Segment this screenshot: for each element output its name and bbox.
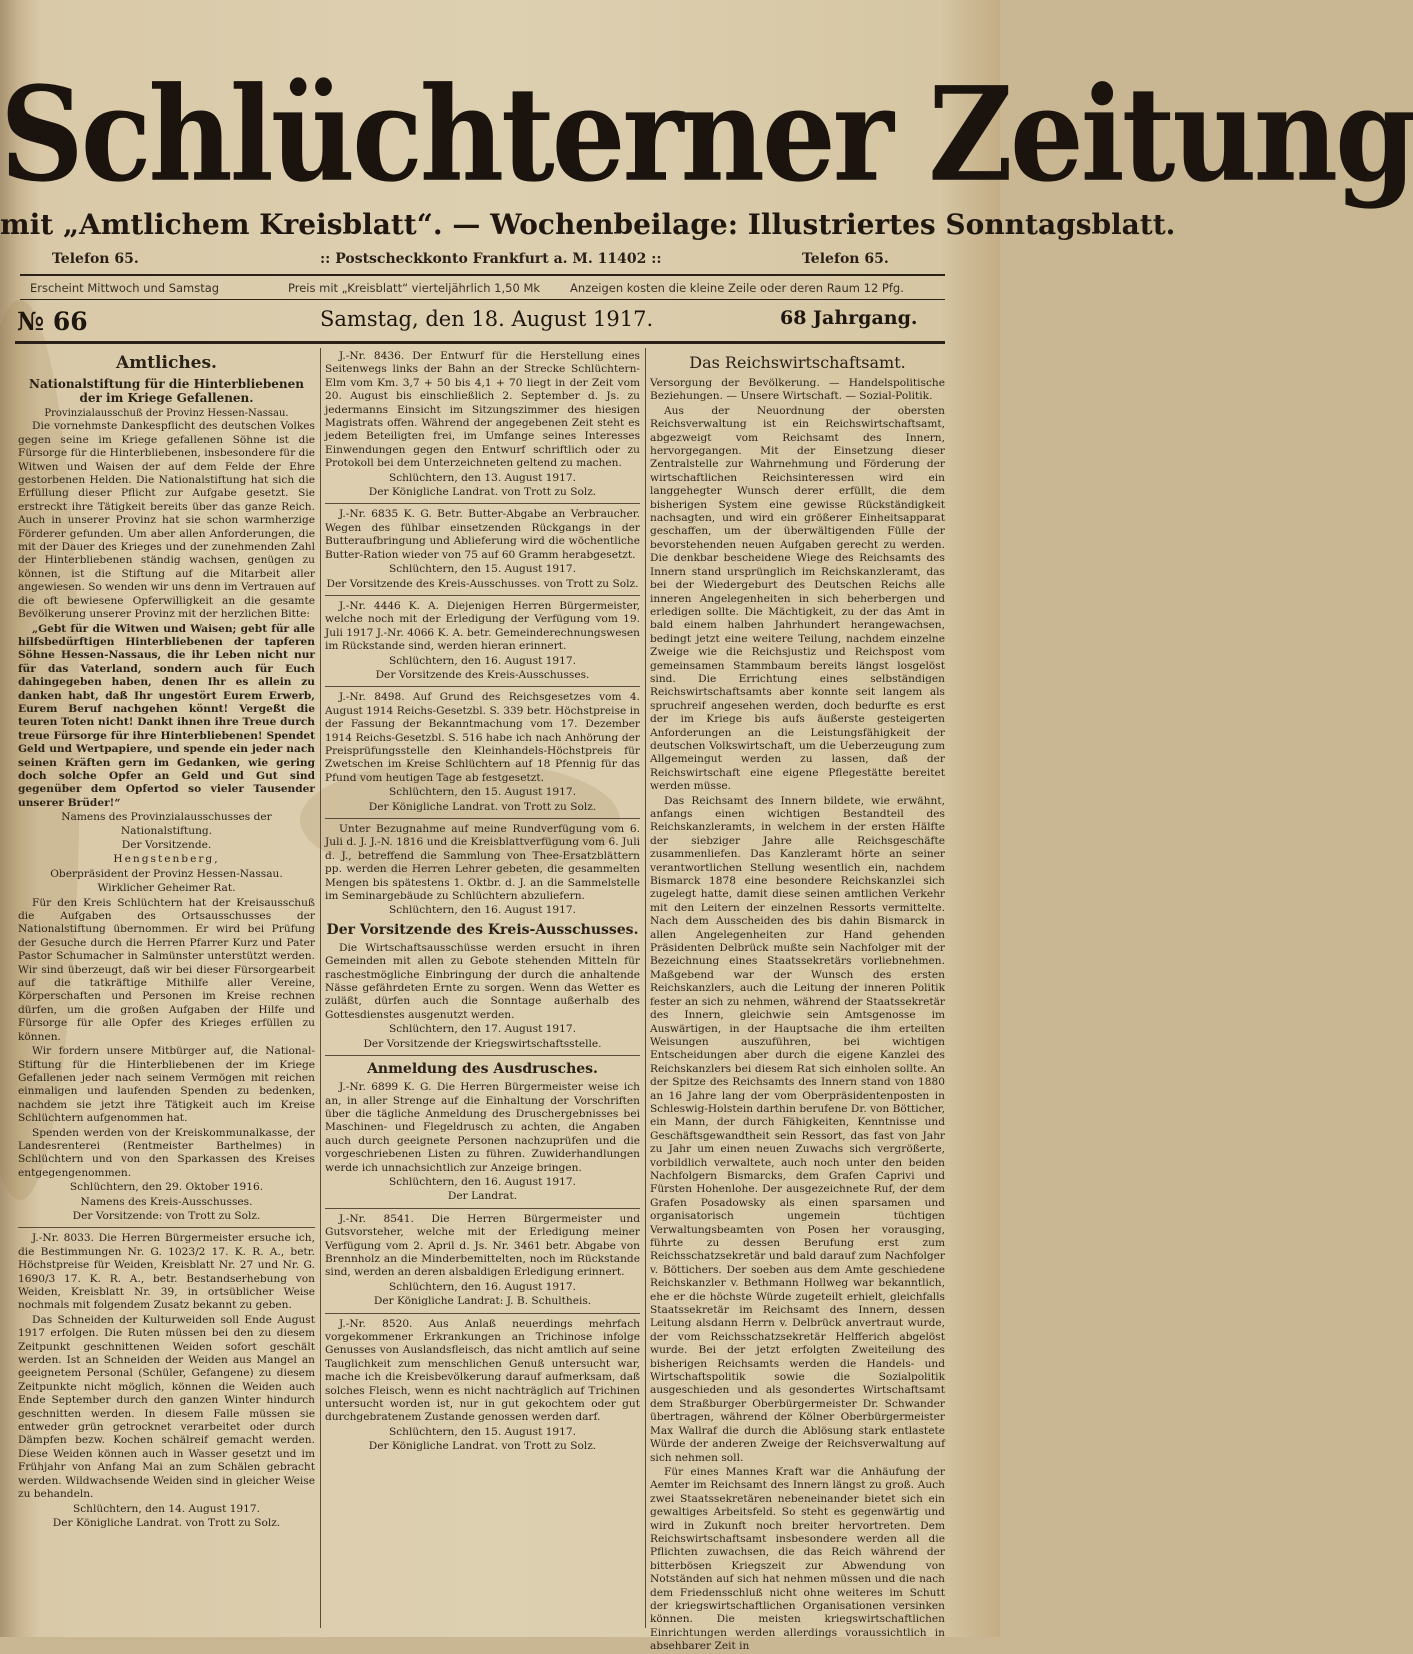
- signature-line: Wirklicher Geheimer Rat.: [97, 882, 236, 895]
- dateline: Schlüchtern, den 16. August 1917.: [388, 1280, 577, 1293]
- notice-paragraph: J.-Nr. 8520. Aus Anlaß neuerdings mehrfach vorgekommener Erkrankungen an Trichinose infolge Genusses von Auslandsfleisch, das nicht amtlich auf seine Tauglichkeit zum menschlichen Genuß untersucht war, mache ich die Kreisbevölkerung darauf aufmerksam, daß solches Fleisch, wenn es nicht nachträglich auf Trichinen untersucht worden ist, nur in gut gekochtem oder gut durchgebratenem Zustande genossen werden darf.: [325, 1313, 640, 1425]
- dateline: Schlüchtern, den 14. August 1917.: [72, 1502, 261, 1515]
- column-divider: [320, 348, 321, 1628]
- dateline: Schlüchtern, den 16. August 1917.: [388, 1175, 577, 1188]
- signature-line: Der Königliche Landrat: J. B. Schultheis.: [373, 1295, 592, 1308]
- postscheck-account: :: Postscheckkonto Frankfurt a. M. 11402 ::: [320, 251, 662, 267]
- dateline: Schlüchtern, den 15. August 1917.: [388, 786, 577, 799]
- masthead-subtitle: mit „Amtlichem Kreisblatt“. — Wochenbeilage: Illustriertes Sonntagsblatt.: [0, 208, 1176, 241]
- column-reichswirtschaftsamt: [650, 350, 945, 1653]
- notice-heading: Der Vorsitzende des Kreis-Ausschusses.: [326, 921, 639, 938]
- dateline: Schlüchtern, den 29. Oktober 1916.: [69, 1181, 264, 1194]
- info-erscheint: Erscheint Mittwoch und Samstag: [30, 281, 220, 295]
- header-rule: [20, 274, 945, 276]
- signature-line: Der Vorsitzende: von Trott zu Solz.: [72, 1209, 261, 1222]
- notice-paragraph: J.-Nr. 8541. Die Herren Bürgermeister und Gutsvorsteher, welche mit der Erledigung meiner Verfügung vom 2. April d. Js. Nr. 3461 betr. Abgabe von Brennholz an die Minderbemittelten, noch im Rückstande sind, werden an deren alsbaldigen Erledigung erinnert.: [325, 1208, 640, 1280]
- issue-number: № 66: [17, 307, 88, 336]
- notice-paragraph: J.-Nr. 8436. Der Entwurf für die Herstellung eines Seitenwegs links der Bahn an der Strecke Schlüchtern-Elm vom Km. 3,7 + 50 bis 4,1 + 70 liegt in der Zeit vom 20. August bis einschließlich 2. September d. Js. zu jedermanns Einsicht im Sitzungszimmer des hiesigen Magistrats offen. Während der angegebenen Zeit steht es jedem Beteiligten frei, im Umfange seines Interesses Einwendungen gegen den Entwurf schriftlich oder zu Protokoll bei dem Unterzeichneten geltend zu machen.: [325, 350, 640, 470]
- dateline: Schlüchtern, den 17. August 1917.: [388, 1023, 577, 1036]
- info-preis: Preis mit „Kreisblatt“ vierteljährlich 1,50 Mk: [288, 281, 541, 295]
- article-paragraph: Spenden werden von der Kreiskommunalkasse, der Landesrenterei (Rentmeister Barthelmes) in Schlüchtern und von den Sparkassen des Kreises entgegengenommen.: [18, 1126, 315, 1179]
- signature-line: Der Königliche Landrat. von Trott zu Solz.: [368, 800, 597, 813]
- date-rule: [15, 341, 945, 344]
- dateline: Schlüchtern, den 13. August 1917.: [388, 471, 577, 484]
- column-divider: [645, 348, 646, 1628]
- column-amtliches: [18, 350, 315, 1635]
- signature-line: Der Landrat.: [447, 1190, 518, 1203]
- notice-paragraph: J.-Nr. 8033. Die Herren Bürgermeister ersuche ich, die Bestimmungen Nr. G. 1023/2 17. K. R. A., betr. Höchstpreise für Weiden, Kreisblatt Nr. 27 und Nr. G. 1690/3 17. K. R. A., betr. Bestandserhebung von Weiden, Kreisblatt Nr. 39, in ortsüblicher Weise nochmals mit folgendem Zusatz bekannt zu geben.: [18, 1227, 315, 1312]
- article-paragraph: Für den Kreis Schlüchtern hat der Kreisausschuß die Aufgaben des Ortsausschusses der Nationalstiftung übernommen. Er wird bei Prüfung der Gesuche durch die Herren Pfarrer Kurz und Pater Pastor Schumacher in Salmünster unterstützt werden. Wir sind überzeugt, daß wir bei dieser Fürsorgearbeit auf die tatkräftige Mithilfe aller Vereine, Körperschaften und Personen im Kreise rechnen dürfen, um die großen Aufgaben der Hilfe und Fürsorge für alle Opfer des Krieges erfüllen zu können.: [18, 896, 315, 1043]
- signature-line: Der Vorsitzende.: [121, 839, 212, 851]
- info-row: [30, 281, 940, 299]
- section-heading: Amtliches.: [116, 353, 217, 373]
- column-notices: [325, 350, 640, 1635]
- article-subheading: Nationalstiftung für die Hinterbliebenen der im Kriege Gefallenen.: [28, 377, 304, 405]
- dateline: Schlüchtern, den 15. August 1917.: [388, 1425, 577, 1438]
- telefon-left: Telefon 65.: [52, 251, 139, 267]
- notice-paragraph: J.-Nr. 8498. Auf Grund des Reichsgesetzes vom 4. August 1914 Reichs-Gesetzbl. S. 339 betr. Höchstpreise in der Fassung der Bekanntmachung vom 17. Dezember 1914 Reichs-Gesetzbl. S. 516 habe ich nach Anhörung der Preisprüfungsstelle den Kleinhandels-Höchstpreis für Zwetschen im Kreise Schlüchtern auf 18 Pfennig für das Pfund vom heutigen Tage ab festgesetzt.: [325, 686, 640, 785]
- signature-line: Namens des Provinzialausschusses der Nationalstiftung.: [61, 811, 272, 837]
- signature-line: Der Vorsitzende des Kreis-Ausschusses.: [375, 668, 590, 681]
- signature-line: Der Königliche Landrat. von Trott zu Solz.: [52, 1516, 281, 1529]
- date-row: [15, 305, 945, 341]
- telephone-row: [50, 251, 910, 273]
- article-intro: Versorgung der Bevölkerung. — Handelspolitische Beziehungen. — Unsere Wirtschaft. — Sozial-Politik.: [650, 377, 945, 403]
- article-paragraph: Die vornehmste Dankespflicht des deutschen Volkes gegen seine im Kriege gefallenen Söhne ist die Fürsorge für die Hinterbliebenen, insbesondere für die Witwen und Waisen der auf dem Felde der Ehre gestorbenen Helden. Die Nationalstiftung hat sich die Erfüllung dieser Pflicht zur Aufgabe gesetzt. Sie erstreckt ihre Tätigkeit bereits über das ganze Reich. Auch in unserer Provinz hat sie schon warmherzige Förderer gefunden. Um aber allen Anforderungen, die mit der Dauer des Krieges und der zunehmenden Zahl der Hinterbliebenen ständig wachsen, genügen zu können, ist die Stiftung auf die Mitarbeit aller angewiesen. So wenden wir uns denn im Vertrauen auf die oft bewiesene Opferwilligkeit an die gesamte Bevölkerung unserer Provinz mit der herzlichen Bitte:: [18, 420, 315, 621]
- article-paragraph: Das Reichsamt des Innern bildete, wie erwähnt, anfangs einen wichtigen Bestandteil des Reichskanzleramts, in welchem in der ersten Hälfte der siebziger Jahre alle Reichsgeschäfte zusammenliefen. Das Kanzleramt hörte an seiner verantwortlichen Stellung wesentlich ein, nachdem Bismarck 1878 eine besondere Reichskanzlei sich zugelegt hatte, damit diese seinen amtlichen Verkehr mit den Leitern der einzelnen Ressorts vermittelte. Nach dem Ausscheiden des bis dahin Bismarck in allen Angelegenheiten zur Hand gehenden Präsidenten Delbrück mußte sein Nachfolger mit der Bezeichnung eines Staatssekretärs vorliebnehmen. Maßgebend war der Wunsch des ersten Reichskanzlers, auch die Leitung der inneren Politik fester an sich zu nehmen, während der Staatssekretär des Innern, gleichwie sein Amtsgenosse im Auswärtigen, in der Hauptsache die ihm erteilten Weisungen auszuführen, bei wichtigen Entscheidungen aber durch die eigene Kanzlei des Reichskanzlers bei diesem Rat sich einholen sollte. An der Spitze des Reichsamts des Innern stand von 1880 an 16 Jahre lang der vom Oberpräsidentenposten in Schleswig-Holstein darthin berufene Dr. von Bötticher, ein Mann, der durch Fähigkeiten, Kenntnisse und Geschäftsgewandtheit sein Ressort, das fast von Jahr zu Jahr um einen neuen Zuwachs sich vergrößerte, vorbildlich verwaltete, auch noch unter den beiden Nachfolgern Bismarcks, dem Grafen Caprivi und Fürsten Hohenlohe. Der ausgezeichnete Ruf, der dem Grafen Posadowsky als einen sparsamen und organisatorisch ungemein tüchtigen Verwaltungsbeamten von Posen her vorausging, führte zu dessen Berufung erst zum Reichsschatzsekretär und bald darauf zum Nachfolger v. Böttichers. Der soeben aus dem Amte geschiedene Reichskanzler v. Bethmann Hollweg war bekanntlich, ehe er die höchste Würde zugeteilt erhielt, gleichfalls Staatssekretär im Reichsamt des Innern, dessen Leitung alsdann Herrn v. Delbrück anvertraut wurde, der vom Reichsschatzsekretär Helfferich abgelöst wurde. Bei der jetzt erfolgten Zweiteilung des bisherigen Reichsamts werden die Handels- und Wirtschaftspolitik sowie die Sozialpolitik ausgeschieden und als gesondertes Wirtschaftsamt dem Straßburger Oberbürgermeister Dr. Schwander übertragen, während der Kölner Oberbürgermeister Max Wallraf die durch die Ablösung stark entlastete Würde der anderen Zweige der Reichsverwaltung auf sich nehmen soll.: [650, 794, 945, 1464]
- info-rule: [20, 299, 945, 300]
- signature-line: Namens des Kreis-Ausschusses.: [80, 1195, 253, 1208]
- notice-paragraph: J.-Nr. 6899 K. G. Die Herren Bürgermeister weise ich an, in aller Strenge auf die Einhaltung der Vorschriften über die tägliche Anmeldung des Druschergebnisses bei Maschinen- und Flegeldrusch zu achten, die Angaben auch durch geeignete Personen nachzuprüfen und die vorgeschriebenen Listen zu führen. Zuwiderhandlungen werde ich unnachsichtlich zur Anzeige bringen.: [325, 1081, 640, 1174]
- volume-year: 68 Jahrgang.: [780, 307, 918, 329]
- article-paragraph: Das Schneiden der Kulturweiden soll Ende August 1917 erfolgen. Die Ruten müssen bei den zu diesem Zeitpunkt geschnittenen Weiden sofort geschält werden. Ist an Schneiden der Weiden aus Mangel an geeignetem Personal (Schüler, Gefangene) zu diesem Zeitpunkte nicht möglich, können die Weiden auch Ende September durch den ganzen Winter hindurch geschnitten werden. In diesem Falle müssen sie entweder grün getrocknet verarbeitet oder durch Dämpfen bezw. Kochen schälreif gemacht werden. Diese Weiden können auch in Wasser gesetzt und im Frühjahr von Anfang Mai an zum Schälen gebracht werden. Wildwachsende Weiden sind in gleicher Weise zu behandeln.: [18, 1313, 315, 1501]
- dateline: Schlüchtern, den 16. August 1917.: [388, 904, 577, 917]
- signature-line: Der Königliche Landrat. von Trott zu Solz.: [368, 486, 597, 499]
- masthead-title: Schlüchterner Zeitung: [0, 58, 1413, 212]
- signature-line: Der Vorsitzende der Kriegswirtschaftsstelle.: [363, 1037, 602, 1050]
- issue-date: Samstag, den 18. August 1917.: [320, 307, 654, 331]
- notice-paragraph: J.-Nr. 6835 K. G. Betr. Butter-Abgabe an Verbraucher. Wegen des fühlbar einsetzenden Rückgangs in der Butteraufbringung und Ablieferung wird die wöchentliche Butter-Ration wieder von 75 auf 60 Gramm herabgesetzt.: [325, 503, 640, 562]
- signature-name: Hengstenberg,: [113, 853, 220, 866]
- article-paragraph: Aus der Neuordnung der obersten Reichsverwaltung ist ein Reichswirtschaftsamt, abgezweigt vom Reichsamt des Innern, hervorgegangen. Mit der Einsetzung dieser Zentralstelle zur Wahrnehmung und Förderung der wirtschaftlichen Reichsinteressen wird ein langgehegter Wunsch derer erfüllt, die dem bisherigen System eine gewisse Rückständigkeit nachsagten, und wird ein größerer Einheitsapparat geschaffen, um der überwältigenden Fülle der bevorstehenden neuen Aufgaben gerecht zu werden. Die denkbar bescheidene Wiege des Reichsamts des Innern stand ursprünglich im Reichskanzleramt, das bei der Wiedergeburt des Deutschen Reichs alle inneren Angelegenheiten in sich beherbergen und erledigen sollte. Die Mächtigkeit, zu der das Amt in bald einem halben Jahrhundert herangewachsen, bedingt jetzt eine weitere Teilung, nachdem einzelne Zweige wie die Reichsjustiz und Reichspost vom gemeinsamen Stammbaum bereits längst losgelöst sind. Die Errichtung eines selbständigen Reichswirtschaftsamts aber konnte seit langem als spruchreif angesehen werden, doch bedurfte es erst der im Kriege bis aufs äußerste gesteigerten Anforderungen an die Leistungsfähigkeit der deutschen Volkswirtschaft, um die Ueberzeugung zum Allgemeingut werden zu lassen, daß der Reichswirtschaft eine eigene Pflegestätte bereitet werden müsse.: [650, 404, 945, 793]
- notice-paragraph: J.-Nr. 4446 K. A. Diejenigen Herren Bürgermeister, welche noch mit der Erledigung der Verfügung vom 19. Juli 1917 J.-Nr. 4066 K. A. betr. Gemeinderechnungswesen im Rückstande sind, werden hieran erinnert.: [325, 595, 640, 654]
- dateline: Schlüchtern, den 16. August 1917.: [388, 654, 577, 667]
- dateline: Schlüchtern, den 15. August 1917.: [388, 563, 577, 576]
- article-heading: Das Reichswirtschaftsamt.: [689, 353, 906, 372]
- article-paragraph: Für eines Mannes Kraft war die Anhäufung der Aemter im Reichsamt des Innern längst zu groß. Auch zwei Staatssekretären nebeneinander bietet sich ein gewaltiges Arbeitsfeld. So steht es gegenwärtig und wird in Zukunft noch breiter hervortreten. Dem Reichswirtschaftsamt insbesondere werden all die Pflichten zuwachsen, die das Reich während der bitterbösen Kriegszeit zur Abwendung von Notständen auf sich hat nehmen müssen und die nach dem Friedensschluß nicht ohne weiteres im Schutt der kriegswirtschaftlichen Organisationen versinken können. Die meisten kriegswirtschaftlichen Einrichtungen werden allerdings voraussichtlich in absehbarer Zeit in: [650, 1465, 945, 1653]
- signature-line: Der Königliche Landrat. von Trott zu Solz.: [368, 1440, 597, 1453]
- info-anzeigen: Anzeigen kosten die kleine Zeile oder deren Raum 12 Pfg.: [570, 281, 904, 295]
- telefon-right: Telefon 65.: [802, 251, 889, 267]
- notice-paragraph: Die Wirtschaftsausschüsse werden ersucht in ihren Gemeinden mit allen zu Gebote stehenden Mitteln für raschestmögliche Einbringung der durch die anhaltende Nässe gefährdeten Ernte zu sorgen. Wenn das Wetter es zuläßt, dürfen auch die Sonntage außerhalb des Gottesdienstes ausgenutzt werden.: [325, 941, 640, 1021]
- appeal-paragraph: „Gebt für die Witwen und Waisen; gebt für alle hilfsbedürftigen Hinterbliebenen der tapferen Söhne Hessen-Nassaus, die ihr Leben nicht nur für das Vaterland, sondern auch für Euch dahingegeben haben, denen Ihr es allein zu danken habt, daß Ihr ungestört Eurem Erwerb, Eurem Beruf nachgehen könnt! Vergeßt die teuren Toten nicht! Dankt ihnen ihre Treue durch treue Fürsorge für ihre Hinterbliebenen! Spendet Geld und Wertpapiere, und spende ein jeder nach seinen Kräften gern im Gedanken, wie gering doch solche Opfer an Geld und Gut sind gegenüber dem Opfertod so vieler Tausender unserer Brüder!“: [18, 622, 315, 809]
- signature-line: Der Vorsitzende des Kreis-Ausschusses. von Trott zu Solz.: [326, 577, 639, 590]
- committee-line: Provinzialausschuß der Provinz Hessen-Nassau.: [44, 408, 289, 419]
- signature-line: Oberpräsident der Provinz Hessen-Nassau.: [50, 867, 283, 880]
- notice-paragraph: Unter Bezugnahme auf meine Rundverfügung vom 6. Juli d. J. J.-N. 1816 und die Kreisblattverfügung vom 6. Juli d. J., betreffend die Sammlung von Thee-Ersatzblättern pp. werden die Herren Lehrer gebeten, die gesammelten Mengen bis spätestens 1. Oktbr. d. J. an die Sammelstelle im Seminargebäude zu Schlüchtern abzuliefern.: [325, 818, 640, 903]
- article-paragraph: Wir fordern unsere Mitbürger auf, die National-Stiftung für die Hinterbliebenen der im Kriege Gefallenen jeder nach seinem Vermögen mit reichen einmaligen und laufenden Spenden zu bedenken, nachdem sie jetzt ihre Tätigkeit auch im Kreise Schlüchtern aufgenommen hat.: [18, 1045, 315, 1125]
- notice-heading: Anmeldung des Ausdrusches.: [325, 1055, 640, 1078]
